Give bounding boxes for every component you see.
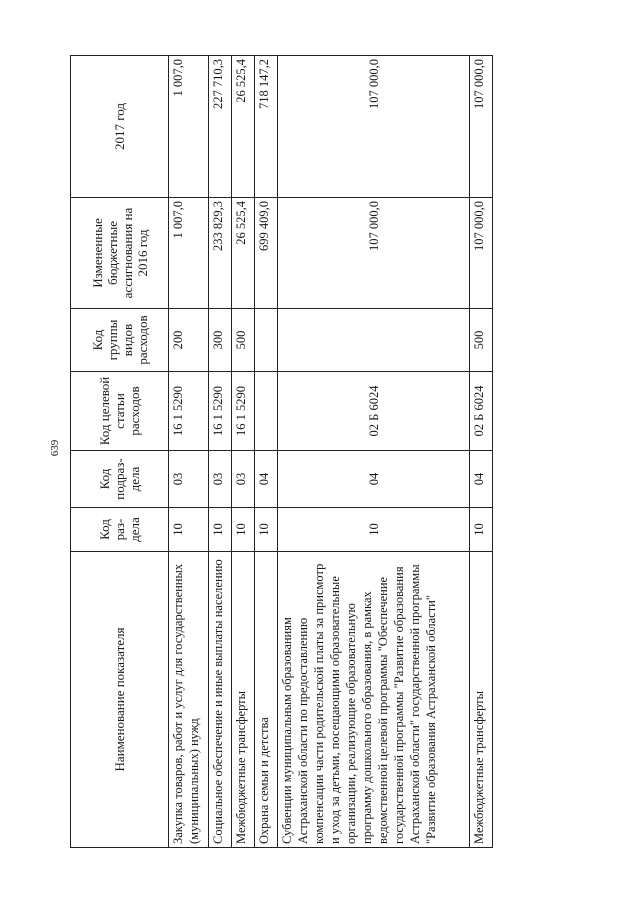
header-name: Наименование показателя bbox=[71, 552, 169, 848]
cell-podrazdel: 03 bbox=[232, 451, 255, 508]
cell-target: 16 1 5290 bbox=[232, 372, 255, 451]
cell-2017: 718 147,2 bbox=[255, 56, 278, 198]
cell-name: Межбюджетные трансферты bbox=[470, 552, 493, 848]
cell-group bbox=[278, 309, 470, 372]
table-row bbox=[169, 56, 209, 848]
cell-name: Социальное обеспечение и иные выплаты населению bbox=[209, 552, 232, 848]
cell-changed: 233 829,3 bbox=[209, 198, 232, 309]
cell-changed: 26 525,4 bbox=[232, 198, 255, 309]
cell-razdel: 10 bbox=[169, 508, 209, 552]
header-group: Код группы видов расходов bbox=[71, 309, 169, 372]
cell-changed: 107 000,0 bbox=[470, 198, 493, 309]
header-podrazdel: Код подраз- дела bbox=[71, 451, 169, 508]
cell-target: 16 1 5290 bbox=[169, 372, 209, 451]
cell-razdel: 10 bbox=[255, 508, 278, 552]
cell-name: Закупка товаров, работ и услуг для государственных (муниципальных) нужд bbox=[169, 552, 209, 848]
table-row bbox=[470, 56, 493, 848]
cell-podrazdel: 04 bbox=[470, 451, 493, 508]
cell-group: 500 bbox=[232, 309, 255, 372]
table-row bbox=[278, 56, 470, 848]
cell-group: 500 bbox=[470, 309, 493, 372]
header-changed: Измененные бюджетные ассигнования на 2016 год bbox=[71, 198, 169, 309]
budget-table-container bbox=[70, 56, 486, 848]
cell-changed: 1 007,0 bbox=[169, 198, 209, 309]
cell-2017: 1 007,0 bbox=[169, 56, 209, 198]
budget-table bbox=[70, 55, 493, 848]
cell-name: Охрана семьи и детства bbox=[255, 552, 278, 848]
cell-changed: 699 409,0 bbox=[255, 198, 278, 309]
header-razdel: Код раз- дела bbox=[71, 508, 169, 552]
cell-2017: 227 710,3 bbox=[209, 56, 232, 198]
cell-razdel: 10 bbox=[209, 508, 232, 552]
cell-group: 300 bbox=[209, 309, 232, 372]
cell-name: Субвенции муниципальным образованиям Астраханской области по предоставлению компенсации части родительской платы за присмотр и уход за детьми, посещающими образовательные организации, реализующие образовательную программу дошкольного образования, в рамках ведомственной целевой программы "Обеспечение государственной программы "Развитие образования Астраханской области" государственной программы "Развитие образования Астраханской области" bbox=[278, 552, 470, 848]
cell-changed: 107 000,0 bbox=[278, 198, 470, 309]
cell-group: 200 bbox=[169, 309, 209, 372]
cell-2017: 107 000,0 bbox=[278, 56, 470, 198]
cell-target: 02 Б 6024 bbox=[278, 372, 470, 451]
cell-target bbox=[255, 372, 278, 451]
cell-target: 02 Б 6024 bbox=[470, 372, 493, 451]
table-header-row bbox=[71, 56, 169, 848]
header-2017: 2017 год bbox=[71, 56, 169, 198]
cell-2017: 26 525,4 bbox=[232, 56, 255, 198]
table-row bbox=[232, 56, 255, 848]
cell-razdel: 10 bbox=[232, 508, 255, 552]
cell-target: 16 1 5290 bbox=[209, 372, 232, 451]
cell-podrazdel: 04 bbox=[255, 451, 278, 508]
cell-podrazdel: 04 bbox=[278, 451, 470, 508]
cell-2017: 107 000,0 bbox=[470, 56, 493, 198]
cell-podrazdel: 03 bbox=[169, 451, 209, 508]
table-row bbox=[255, 56, 278, 848]
cell-group bbox=[255, 309, 278, 372]
cell-razdel: 10 bbox=[278, 508, 470, 552]
cell-razdel: 10 bbox=[470, 508, 493, 552]
page-number: 639 bbox=[49, 439, 61, 457]
cell-name: Межбюджетные трансферты bbox=[232, 552, 255, 848]
header-target: Код целевой статьи расходов bbox=[71, 372, 169, 451]
cell-podrazdel: 03 bbox=[209, 451, 232, 508]
table-row bbox=[209, 56, 232, 848]
